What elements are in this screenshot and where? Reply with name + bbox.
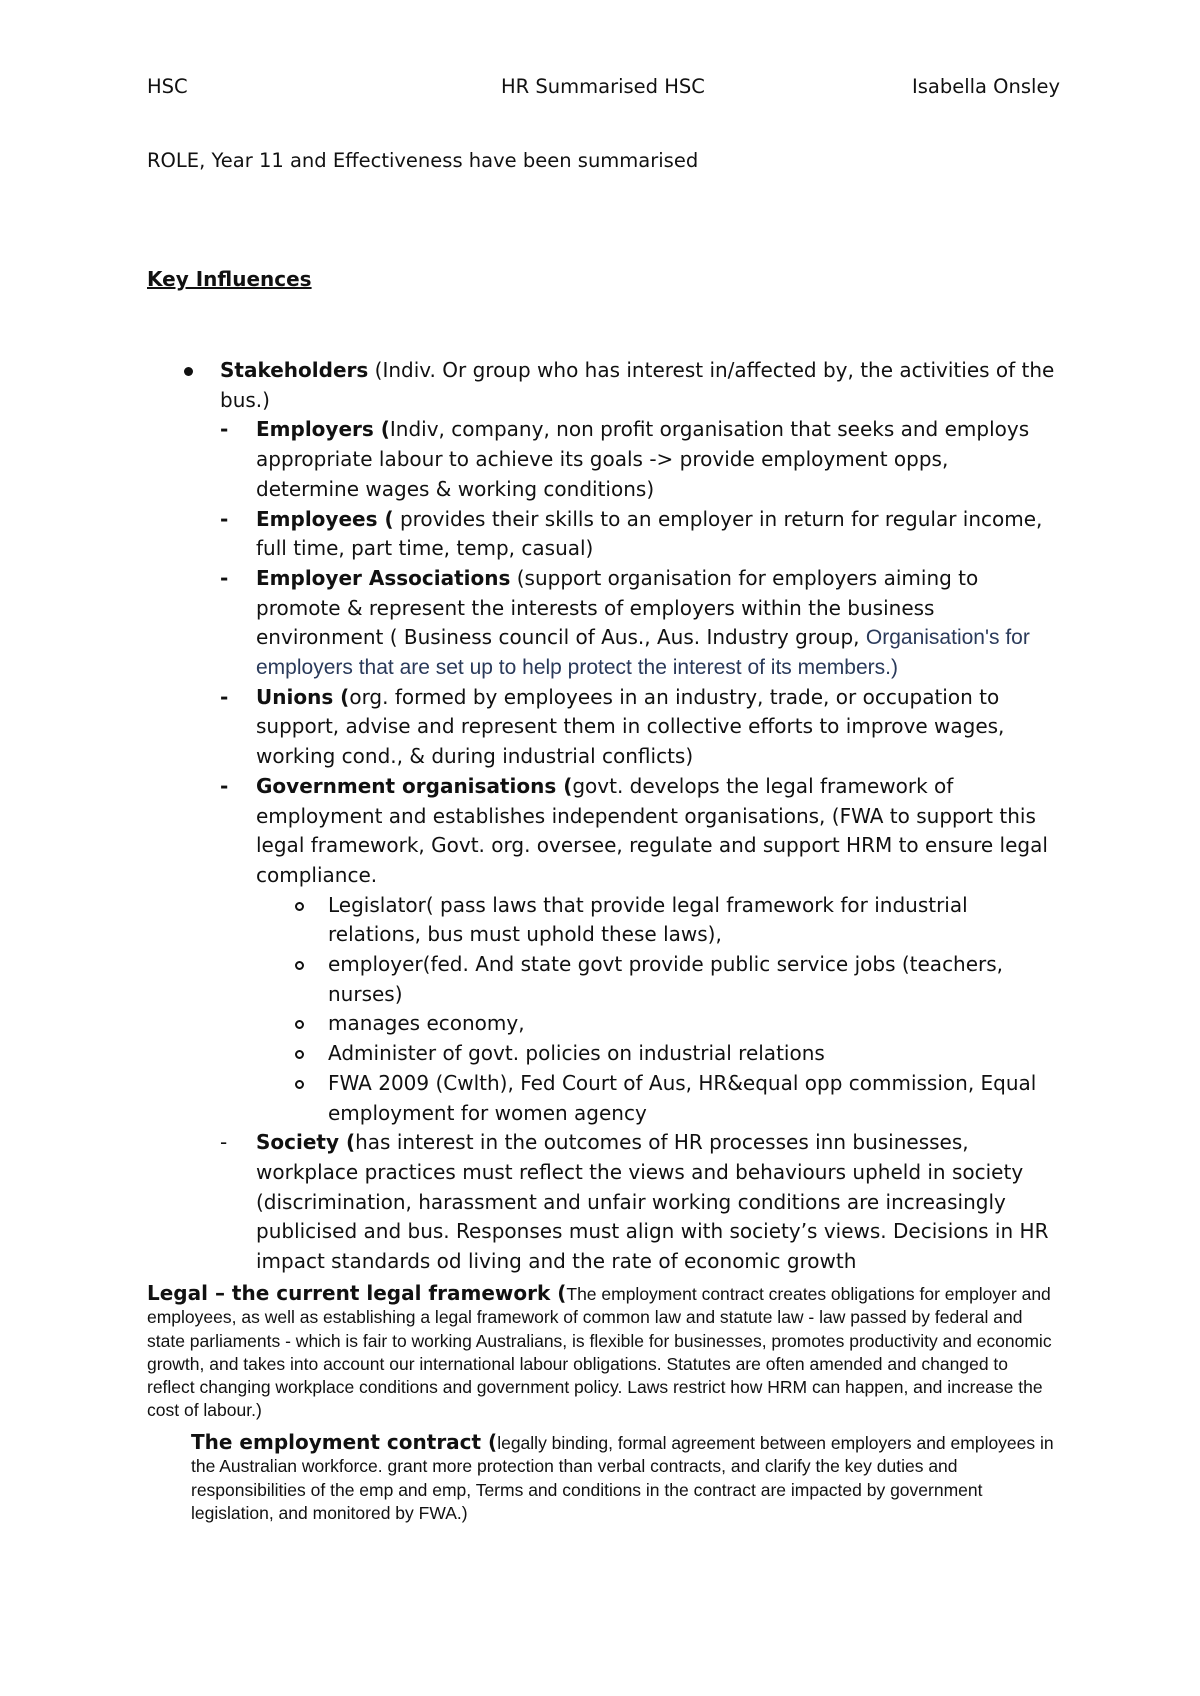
header-author: Isabella Onsley [911,75,1060,98]
circle-bullet-icon [295,1020,304,1029]
desc-stakeholders: (Indiv. Or group who has interest in/affected by, the activities of the bus.) [220,358,1055,412]
circle-bullet-icon [295,902,304,911]
desc-employer-associations: (support organisation for employers aiming to promote & represent the interests of employers within the business environment ( Business council of Aus., Aus. Industry group, [256,565,979,650]
list-item-employees [0,505,1056,564]
term-unions: Unions ( [256,684,350,709]
sub-item-employer [0,950,1058,1009]
list-item-society [0,1128,1056,1277]
list-item-government-organisations [0,772,1056,891]
term-legal: Legal – the current legal framework ( [147,1281,567,1305]
sub-item-text: manages economy, [328,1011,525,1036]
term-employment-contract: The employment contract ( [191,1430,498,1454]
sub-item-text: employer(fed. And state govt provide public service jobs (teachers, nurses) [328,952,1004,1006]
desc-legal: The employment contract creates obligations for employer and employees, as well as establishing a legal framework of common law and statute law - law passed by federal and state parliaments - which is fair to working Australians, is flexible for businesses, promotes productivity and economic growth, and takes into account our international labour obligations. Statutes are often amended and changed to reflect changing workplace conditions and government policy. Laws restrict how HRM can happen, and increase the cost of labour.) [147,1284,1052,1421]
sub-item-text: FWA 2009 (Cwlth), Fed Court of Aus, HR&equal opp commission, Equal employment for women agency [328,1070,1037,1125]
header-title: HR Summarised HSC [501,75,705,98]
dash-marker: - [220,684,229,709]
sub-item-text: Administer of govt. policies on industrial relations [328,1041,825,1066]
legal-framework-paragraph [147,1282,1057,1423]
sub-item-administer [0,1039,1058,1069]
desc-employer-associations-extra: Organisation's for employers that are set up to help protect the interest of its members.) [256,626,1030,680]
stakeholder-list [0,356,1200,1277]
desc-government-organisations: govt. develops the legal framework of employment and establishes independent organisations, (FWA to support this legal framework, Govt. org. oversee, regulate and support HRM to ensure legal compliance. [256,773,1048,887]
desc-society: has interest in the outcomes of HR processes inn businesses, workplace practices must reflect the views and behaviours upheld in society (discrimination, harassment and unfair working conditions are increasingly publicised and bus. Responses must align with society’s views. Decisions in HR impact standards od living and the rate of economic growth [256,1130,1049,1274]
list-item-employer-associations [0,564,1056,683]
term-employers: Employers ( [256,417,390,442]
sub-item-text: Legislator( pass laws that provide legal framework for industrial relations, bus must uphold these laws), [328,892,968,947]
header-left: HSC [147,75,188,98]
circle-bullet-icon [295,1080,304,1089]
list-item-stakeholders [0,356,1055,415]
dash-marker: - [220,1130,228,1155]
dash-marker: - [220,565,229,590]
desc-employees: provides their skills to an employer in return for regular income, full time, part time, temp, casual) [256,506,1043,561]
dash-marker: - [220,417,229,442]
circle-bullet-icon [295,1050,304,1059]
intro-line: ROLE, Year 11 and Effectiveness have been summarised [147,149,699,172]
circle-bullet-icon [295,961,304,970]
section-heading: Key Influences [147,267,312,291]
desc-employment-contract: legally binding, formal agreement between employers and employees in the Australian workforce. grant more protection than verbal contracts, and clarify the key duties and responsibilities of the emp and emp, Terms and conditions in the contract are impacted by government legislation, and monitored by FWA.) [191,1433,1054,1523]
sub-item-legislator [0,891,1058,950]
list-item-unions [0,683,1056,772]
desc-unions: org. formed by employees in an industry, trade, or occupation to support, advise and represent them in collective efforts to improve wages, working cond., & during industrial conflicts) [256,684,1005,769]
term-employees: Employees ( [256,506,394,531]
term-stakeholders: Stakeholders [220,358,369,382]
employment-contract-paragraph [191,1431,1061,1525]
sub-item-fwa [0,1069,1058,1128]
list-item-employers [0,415,1056,504]
bullet-icon [184,367,193,376]
desc-employers: Indiv, company, non profit organisation that seeks and employs appropriate labour to achieve its goals -> provide employment opps, determine wages & working conditions) [256,417,1030,501]
page-header [147,75,1060,105]
dash-marker: - [220,506,229,531]
term-government-organisations: Government organisations ( [256,773,573,798]
sub-item-economy [0,1009,1058,1039]
dash-marker: - [220,773,229,798]
term-employer-associations: Employer Associations [256,565,511,590]
term-society: Society ( [256,1130,356,1155]
